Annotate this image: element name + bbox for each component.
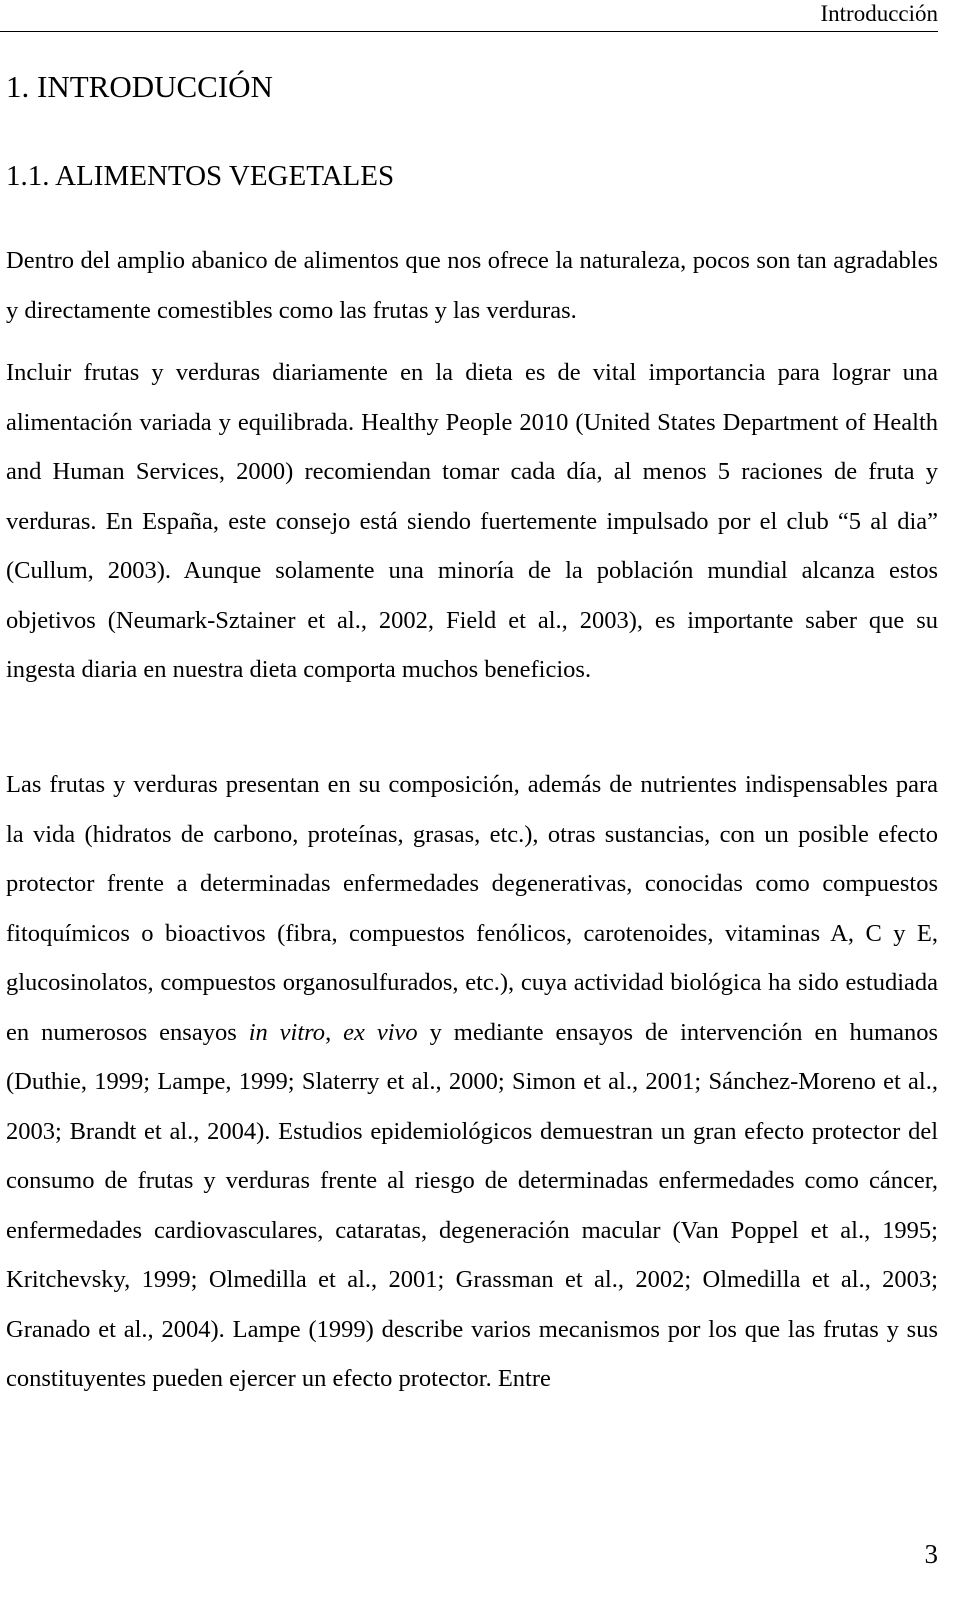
paragraph-text-segment: Las frutas y verduras presentan en su composición, además de nutrientes indispensables para la vida (hidratos de carbono, proteínas, grasas, etc.), otras sustancias, con un posible efecto protector frente a determinadas enfermedades degenerativas, conocidas como compuestos fitoquímicos o bioactivos (fibra, compuestos fenólicos, carotenoides, vitaminas A, C y E, glucosinolatos, compuestos organosulfurados, etc.), cuya actividad biológica ha sido estudiada en numerosos ensayos — [6, 771, 938, 1046]
running-header: Introducción — [820, 1, 938, 26]
italic-term-ex-vivo: ex vivo — [343, 1018, 418, 1046]
chapter-title: 1. INTRODUCCIÓN — [6, 69, 273, 104]
paragraph-recommendations: Incluir frutas y verduras diariamente en la dieta es de vital importancia para lograr una alimentación variada y equilibrada. Healthy People 2010 (United States Department of Health and Human Services, 2000) recomiendan tomar cada día, al menos 5 raciones de fruta y verduras. En España, este consejo está siendo fuertemente impulsado por el club “5 al dia” (Cullum, 2003). Aunque solamente una minoría de la población mundial alcanza estos objetivos (Neumark-Sztainer et al., 2002, Field et al., 2003), es importante saber que su ingesta diaria en nuestra dieta comporta muchos beneficios. — [6, 359, 938, 683]
italic-term-in-vitro: in vitro — [248, 1018, 326, 1046]
section-title: 1.1. ALIMENTOS VEGETALES — [6, 160, 395, 192]
paragraph-bioactive-compounds — [6, 760, 938, 1404]
header-rule — [0, 31, 938, 32]
paragraph-text-separator: , — [325, 1018, 344, 1046]
paragraph-text-segment: y mediante ensayos de intervención en humanos (Duthie, 1999; Lampe, 1999; Slaterry et al., 2000; Simon et al., 2001; Sánchez-Moreno et al., 2003; Brandt et al., 2004). Estudios epidemiológicos demuestran un gran efecto protector del consumo de frutas y verduras frente al riesgo de determinadas enfermedades como cáncer, enfermedades cardiovasculares, cataratas, degeneración macular (Van Poppel et al., 1995; Kritchevsky, 1999; Olmedilla et al., 2001; Grassman et al., 2002; Olmedilla et al., 2003; Granado et al., 2004). Lampe (1999) describe varios mecanismos por los que las frutas y sus constituyentes pueden ejercer un efecto protector. Entre — [6, 1018, 939, 1392]
page-number: 3 — [924, 1539, 938, 1569]
paragraph-intro: Dentro del amplio abanico de alimentos que nos ofrece la naturaleza, pocos son tan agradables y directamente comestibles como las frutas y las verduras. — [6, 247, 938, 324]
